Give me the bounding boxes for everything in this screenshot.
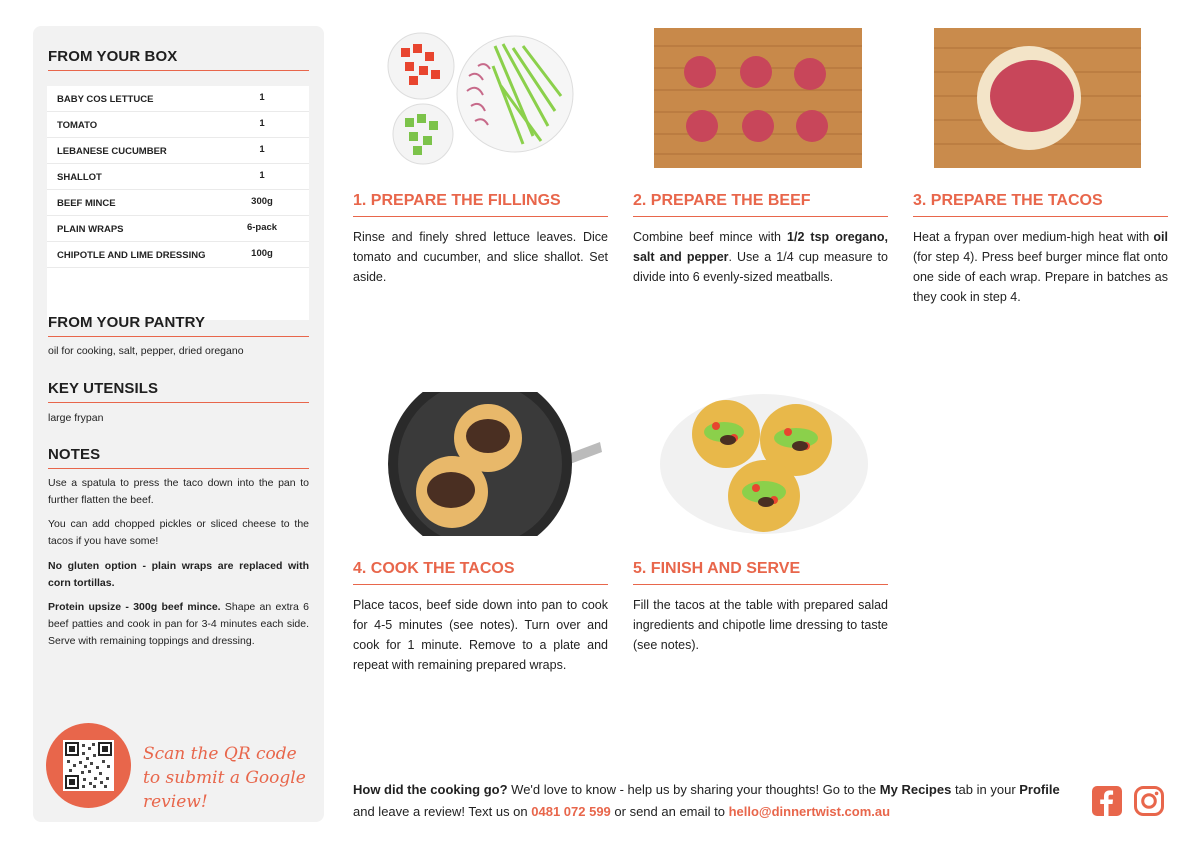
divider bbox=[633, 584, 888, 585]
ingredient-name: BABY COS LETTUCE bbox=[57, 94, 154, 105]
divider bbox=[48, 402, 309, 403]
ingredient-qty: 100g bbox=[251, 248, 273, 259]
note-upsize: Protein upsize - 300g beef mince. Shape an extra 6 beef patties and cook in pan for 3-4 minutes each side. Serve with remaining toppings and dressing. bbox=[48, 601, 309, 647]
qr-caption: Scan the QR code to submit a Google review! bbox=[143, 744, 306, 812]
note-text: You can add chopped pickles or sliced cheese to the tacos if you have some! bbox=[48, 518, 309, 547]
divider bbox=[633, 216, 888, 217]
ingredient-qty: 1 bbox=[259, 92, 265, 103]
divider bbox=[353, 584, 608, 585]
review-footer: How did the cooking go? We'd love to know - help us by sharing your thoughts! Go to the My Recipes tab in your Profile and leave a review! Text us on 0481 072 599 or send an email to hello@dinnertwist.com.au bbox=[353, 782, 1060, 819]
divider bbox=[353, 216, 608, 217]
step-2-title: 2. PREPARE THE BEEF bbox=[633, 192, 811, 209]
ingredient-qty: 1 bbox=[259, 118, 265, 129]
ingredient-row bbox=[47, 164, 309, 190]
fillings-photo bbox=[383, 26, 578, 171]
email-link[interactable]: hello@dinnertwist.com.au bbox=[728, 804, 891, 819]
step-3-title: 3. PREPARE THE TACOS bbox=[913, 192, 1103, 209]
ingredient-name: SHALLOT bbox=[57, 172, 102, 183]
ingredient-qty: 300g bbox=[251, 196, 273, 207]
step-1-body: Rinse and finely shred lettuce leaves. Dice tomato and cucumber, and slice shallot. Set aside. bbox=[353, 230, 608, 284]
ingredient-name: TOMATO bbox=[57, 120, 98, 131]
ingredient-qty: 6-pack bbox=[246, 222, 278, 233]
divider bbox=[913, 216, 1168, 217]
ingredient-name: CHIPOTLE AND LIME DRESSING bbox=[57, 250, 206, 261]
pantry-title: FROM YOUR PANTRY bbox=[48, 314, 206, 331]
ingredient-name: PLAIN WRAPS bbox=[57, 224, 124, 235]
box-title: FROM YOUR BOX bbox=[48, 48, 178, 65]
tacos-served-photo bbox=[654, 392, 880, 536]
qr-code[interactable] bbox=[63, 740, 114, 791]
divider bbox=[48, 468, 309, 469]
ingredient-qty: 1 bbox=[259, 144, 265, 155]
step-1-title: 1. PREPARE THE FILLINGS bbox=[353, 192, 561, 209]
note-gluten: No gluten option - plain wraps are replaced with corn tortillas. bbox=[48, 560, 309, 589]
ingredient-name: BEEF MINCE bbox=[57, 198, 116, 209]
ingredient-row bbox=[47, 190, 309, 216]
ingredients-table bbox=[47, 86, 309, 320]
ingredient-row bbox=[47, 112, 309, 138]
step-2-body: Combine beef mince with 1/2 tsp oregano, salt and pepper. Use a 1/4 cup measure to divide into 6 evenly-sized meatballs. bbox=[633, 230, 888, 284]
utensils-text: large frypan bbox=[48, 412, 104, 424]
taco-prep-photo bbox=[934, 28, 1141, 168]
step-4-title: 4. COOK THE TACOS bbox=[353, 560, 515, 577]
ingredient-qty: 1 bbox=[259, 170, 265, 181]
divider bbox=[48, 336, 309, 337]
step-3-body: Heat a frypan over medium-high heat with oil (for step 4). Press beef burger mince flat onto one side of each wrap. Prepare in batches as they cook in step 4. bbox=[913, 230, 1168, 304]
ingredient-row bbox=[47, 216, 309, 242]
instagram-icon[interactable] bbox=[1133, 785, 1165, 817]
phone-link[interactable]: 0481 072 599 bbox=[531, 804, 611, 819]
step-4-body: Place tacos, beef side down into pan to cook for 4-5 minutes (see notes). Turn over and cook for 1 minute. Remove to a plate and repeat with remaining prepared wraps. bbox=[353, 598, 608, 672]
qr-badge bbox=[46, 723, 131, 808]
ingredient-row bbox=[47, 242, 309, 268]
step-5-body: Fill the tacos at the table with prepared salad ingredients and chipotle lime dressing to taste (see notes). bbox=[633, 598, 888, 652]
divider bbox=[48, 70, 309, 71]
pantry-text: oil for cooking, salt, pepper, dried oregano bbox=[48, 345, 244, 357]
facebook-icon[interactable] bbox=[1091, 785, 1123, 817]
meatballs-photo bbox=[654, 28, 862, 168]
notes-title: NOTES bbox=[48, 446, 101, 463]
frypan-photo bbox=[388, 392, 603, 536]
step-5-title: 5. FINISH AND SERVE bbox=[633, 560, 801, 577]
ingredient-row bbox=[47, 138, 309, 164]
ingredient-name: LEBANESE CUCUMBER bbox=[57, 146, 167, 157]
utensils-title: KEY UTENSILS bbox=[48, 380, 159, 397]
note-text: Use a spatula to press the taco down into the pan to further flatten the beef. bbox=[48, 477, 309, 506]
ingredient-row bbox=[47, 86, 309, 112]
sidebar bbox=[33, 26, 324, 822]
